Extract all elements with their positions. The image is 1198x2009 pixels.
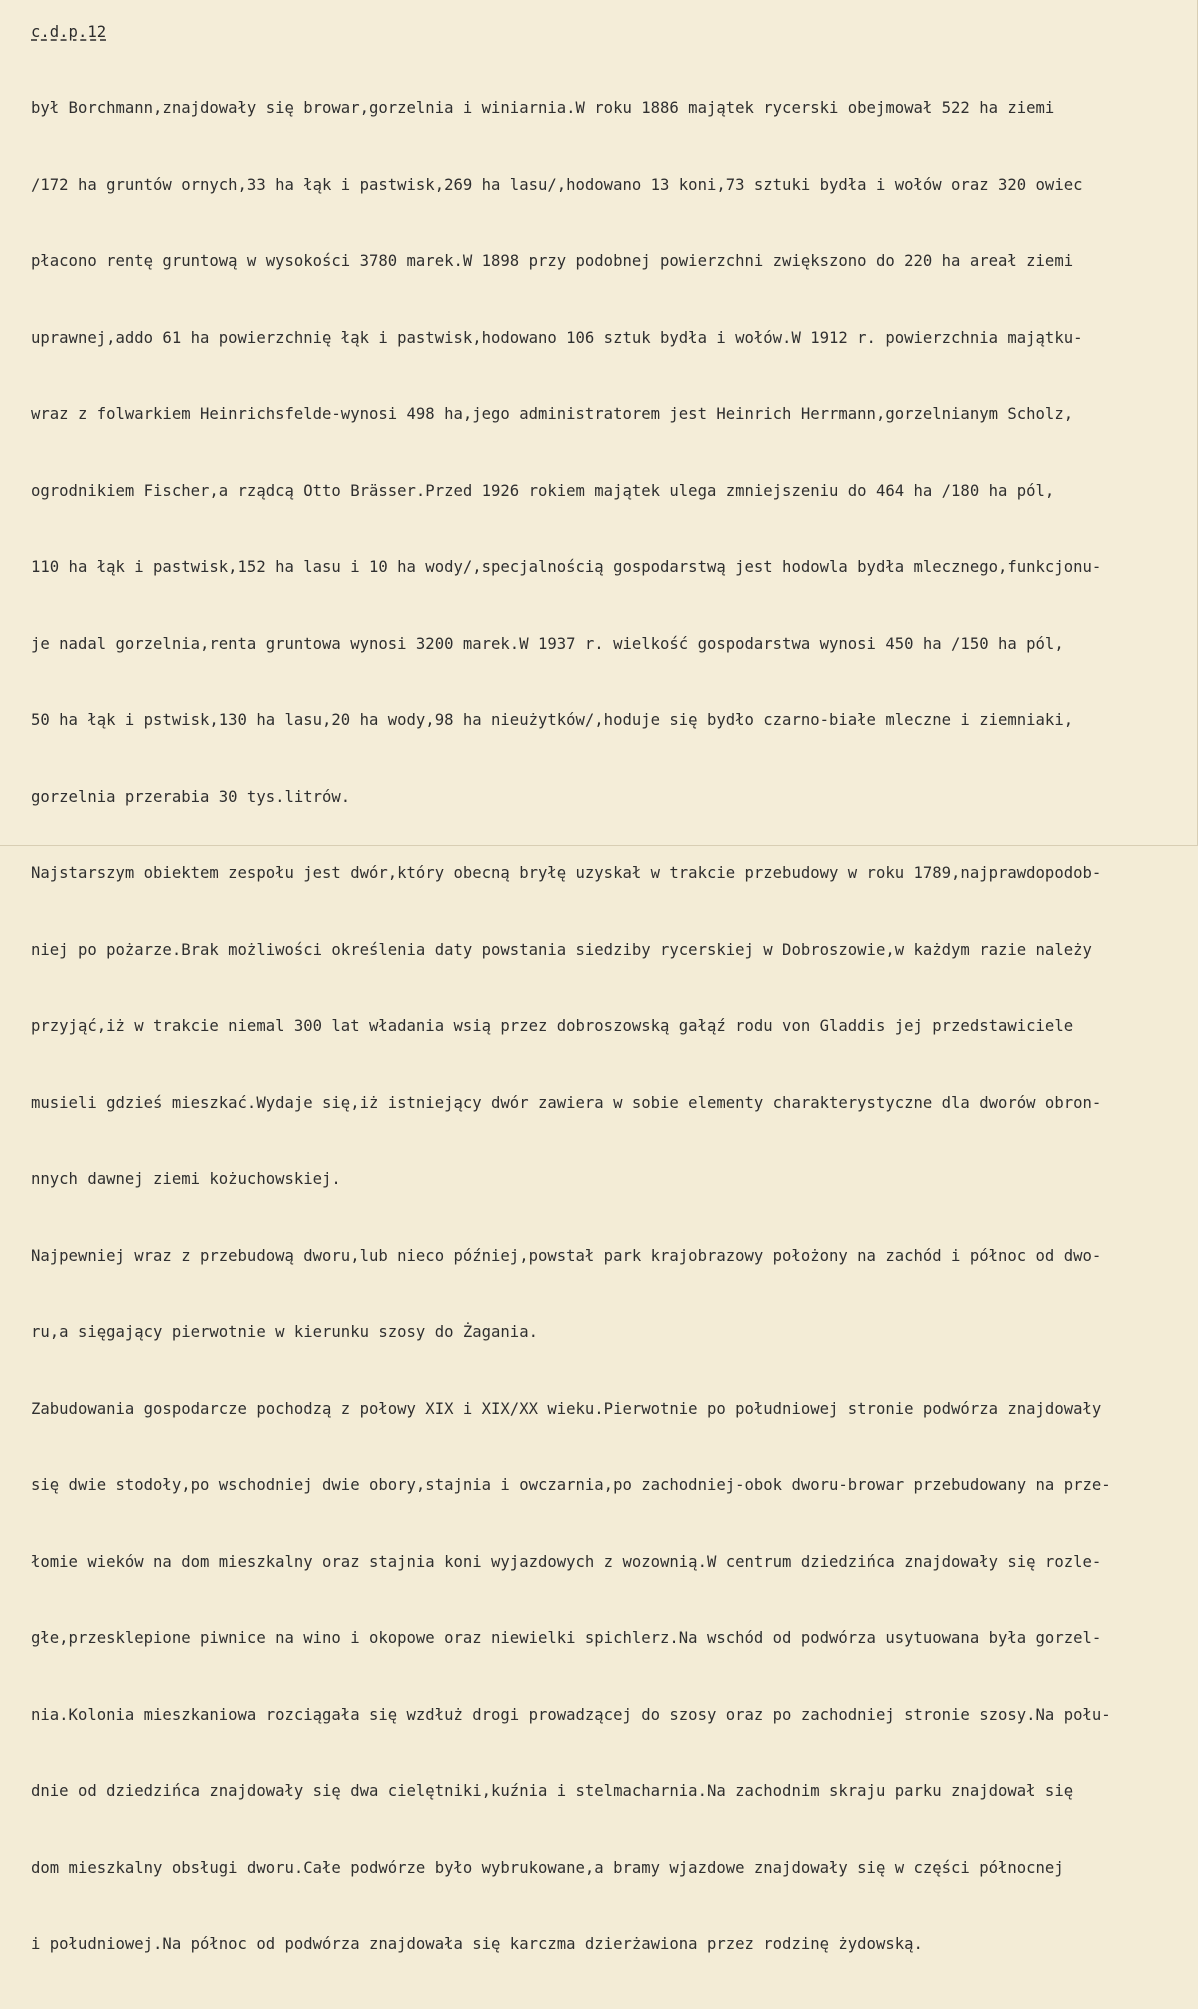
text-line: nia.Kolonia mieszkaniowa rozciągała się wzdłuż drogi prowadzącej do szosy oraz po zachodniej stronie szosy.Na połu- (31, 1705, 1111, 1724)
text-line: był Borchmann,znajdowały się browar,gorzelnia i winiarnia.W roku 1886 majątek rycerski obejmował 522 ha ziemi (31, 99, 1055, 117)
text-line: musieli gdzieś mieszkać.Wydaje się,iż istniejący dwór zawiera w sobie elementy charakterystyczne dla dworów obron- (31, 1093, 1102, 1112)
text-line: gorzelnia przerabia 30 tys.litrów. (31, 787, 351, 806)
text-line: głe,przesklepione piwnice na wino i okopowe oraz niewielki spichlerz.Na wschód od podwórza usytuowana była gorzel- (31, 1629, 1102, 1647)
text-line: je nadal gorzelnia,renta gruntowa wynosi 3200 marek.W 1937 r. wielkość gospodarstwa wynosi 450 ha /150 ha pól, (31, 634, 1064, 653)
text-line: Zabudowania gospodarcze pochodzą z połowy XIX i XIX/XX wieku.Pierwotnie po południowej stronie podwórza znajdowały (31, 1399, 1102, 1418)
text-line: Najpewniej wraz z przebudową dworu,lub nieco później,powstał park krajobrazowy położony na zachód i północ od dwo- (31, 1246, 1102, 1265)
text-line: przyjąć,iż w trakcie niemal 300 lat władania wsią przez dobroszowską gałąź rodu von Gladdis jej przedstawiciele (31, 1017, 1074, 1035)
text-line: uprawnej,addo 61 ha powierzchnię łąk i pastwisk,hodowano 106 sztuk bydła i wołów.W 1912 r. powierzchnia majątku- (31, 328, 1083, 347)
text-line: i południowej.Na północ od podwórza znajdowała się karczma dzierżawiona przez rodzinę żydowską. (31, 1935, 923, 1953)
text-line: Najstarszym obiektem zespołu jest dwór,który obecną bryłę uzyskał w trakcie przebudowy w roku 1789,najprawdopodob- (31, 864, 1102, 882)
text-line: 50 ha łąk i pstwisk,130 ha lasu,20 ha wody,98 ha nieużytków/,hoduje się bydło czarno-białe mleczne i ziemniaki, (31, 711, 1074, 729)
text-line: płacono rentę gruntową w wysokości 3780 marek.W 1898 przy podobnej powierzchni zwiększono do 220 ha areał ziemi (31, 252, 1074, 270)
document-body (31, 45, 1191, 2009)
text-line: niej po pożarze.Brak możliwości określenia daty powstania siedziby rycerskiej w Dobroszowie,w każdym razie należy (31, 940, 1092, 959)
text-line: ogrodnikiem Fischer,a rządcą Otto Brässer.Przed 1926 rokiem majątek ulega zmniejszeniu do 464 ha /180 ha pól, (31, 481, 1055, 500)
text-line: ru,a sięgający pierwotnie w kierunku szosy do Żagania. (31, 1323, 538, 1341)
text-line: dnie od dziedzińca znajdowały się dwa cielętniki,kuźnia i stelmacharnia.Na zachodnim skraju parku znajdował się (31, 1782, 1074, 1800)
text-line: wraz z folwarkiem Heinrichsfelde-wynosi 498 ha,jego administratorem jest Heinrich Herrmann,gorzelnianym Scholz, (31, 405, 1074, 423)
text-line: /172 ha gruntów ornych,33 ha łąk i pastwisk,269 ha lasu/,hodowano 13 koni,73 sztuki bydła i wołów oraz 320 owiec (31, 175, 1083, 194)
text-line: dom mieszkalny obsługi dworu.Całe podwórze było wybrukowane,a bramy wjazdowe znajdowały się w części północnej (31, 1858, 1064, 1877)
text-line: 110 ha łąk i pastwisk,152 ha lasu i 10 ha wody/,specjalnością gospodarstwą jest hodowla bydła mlecznego,funkcjonu- (31, 558, 1102, 576)
text-line: się dwie stodoły,po wschodniej dwie obory,stajnia i owczarnia,po zachodniej-obok dworu-browar przebudowany na prze- (31, 1476, 1111, 1494)
text-line: łomie wieków na dom mieszkalny oraz stajnia koni wyjazdowych z wozownią.W centrum dziedzińca znajdowały się rozle- (31, 1552, 1102, 1571)
text-line: nnych dawnej ziemi kożuchowskiej. (31, 1170, 341, 1188)
page-reference: c.d.p.12 (31, 23, 107, 41)
